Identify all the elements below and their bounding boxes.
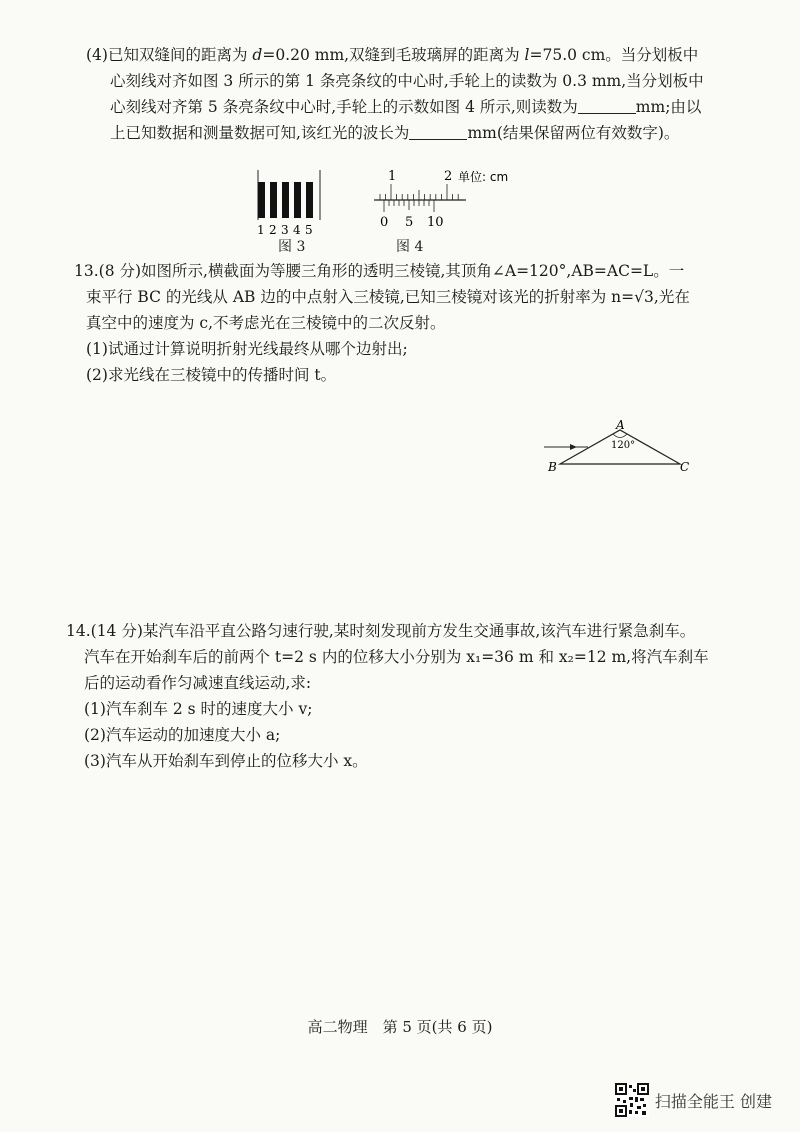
q14-part-3: (3)汽车从开始刹车到停止的位移大小 x。	[84, 752, 368, 770]
fig3-fringe	[306, 182, 313, 218]
q13-line-2: 束平行 BC 的光线从 AB 边的中点射入三棱镜,已知三棱镜对该光的折射率为 n=√3,光在	[86, 288, 690, 306]
fig4-vernier-label: 5	[405, 215, 414, 230]
fig4-vernier-label: 0	[380, 215, 389, 230]
figure-3-fringes	[248, 168, 338, 238]
fig3-fringe	[270, 182, 277, 218]
question-12-part-4	[86, 42, 704, 146]
q14-line-1: 14.(14 分)某汽车沿平直公路匀速行驶,某时刻发现前方发生交通事故,该汽车进行紧急刹车。	[66, 622, 696, 640]
fig3-fringe	[258, 182, 265, 218]
fig3-label: 3	[281, 223, 289, 237]
figure-4-vernier	[366, 166, 516, 236]
question-13	[74, 258, 690, 388]
q13-part-1: (1)试通过计算说明折射光线最终从哪个边射出;	[86, 340, 408, 358]
figure-4-caption: 图 4	[396, 239, 424, 255]
fig3-fringe	[294, 182, 301, 218]
q13-part-2: (2)求光线在三棱镜中的传播时间 t。	[86, 366, 337, 384]
fig4-main-label: 2	[444, 169, 453, 184]
q14-line-3: 后的运动看作匀减速直线运动,求:	[84, 674, 312, 692]
vertex-label-a: A	[616, 420, 625, 432]
fig3-label: 4	[293, 223, 301, 237]
vertex-label-c: C	[680, 460, 690, 474]
scanner-watermark	[615, 1083, 772, 1117]
fig4-vernier-ticks	[384, 200, 434, 212]
incident-ray-arrow	[570, 444, 577, 450]
question-14	[66, 618, 709, 774]
fig3-label: 2	[269, 223, 277, 237]
answer-blank-reading	[578, 97, 636, 114]
scanner-watermark-text: 扫描全能王 创建	[654, 1091, 772, 1111]
q14-line-2: 汽车在开始刹车后的前两个 t=2 s 内的位移大小分别为 x₁=36 m 和 x₂=12 m,将汽车刹车	[84, 648, 709, 666]
page-footer: 高二物理 第 5 页(共 6 页)	[307, 1018, 493, 1036]
figure-3-caption: 图 3	[278, 239, 306, 255]
vertex-label-b: B	[548, 460, 557, 474]
q12-line-4: 上已知数据和测量数据可知,该红光的波长为 mm(结果保留两位有效数字)。	[110, 124, 680, 142]
q12-line-3: 心刻线对齐第 5 条亮条纹中心时,手轮上的示数如图 4 所示,则读数为 mm;由以	[110, 98, 702, 116]
fig4-main-ticks	[380, 184, 458, 200]
q12-line-2: 心刻线对齐如图 3 所示的第 1 条亮条纹的中心时,手轮上的读数为 0.3 mm,当分划板中	[110, 72, 704, 90]
prism-figure	[540, 420, 700, 480]
fig3-fringe	[282, 182, 289, 218]
fig4-main-label: 1	[388, 169, 397, 184]
fig4-vernier-label: 10	[427, 215, 444, 230]
q13-line-3: 真空中的速度为 c,不考虑光在三棱镜中的二次反射。	[86, 314, 446, 332]
q12-line-1: (4)已知双缝间的距离为 d=0.20 mm,双缝到毛玻璃屏的距离为 l=75.0 cm。当分划板中	[86, 46, 699, 64]
q14-part-1: (1)汽车刹车 2 s 时的速度大小 v;	[84, 700, 313, 718]
q14-part-2: (2)汽车运动的加速度大小 a;	[84, 726, 281, 744]
apex-angle-arc	[613, 434, 627, 438]
fig3-label: 1	[257, 223, 265, 237]
fig3-label: 5	[305, 223, 313, 237]
qr-code-icon	[615, 1083, 649, 1117]
apex-angle-label: 120°	[611, 440, 636, 451]
answer-blank-wavelength	[409, 123, 467, 140]
fig4-unit: 单位: cm	[458, 170, 509, 184]
q13-line-1: 13.(8 分)如图所示,横截面为等腰三角形的透明三棱镜,其顶角∠A=120°,AB=AC=L。一	[74, 262, 685, 280]
